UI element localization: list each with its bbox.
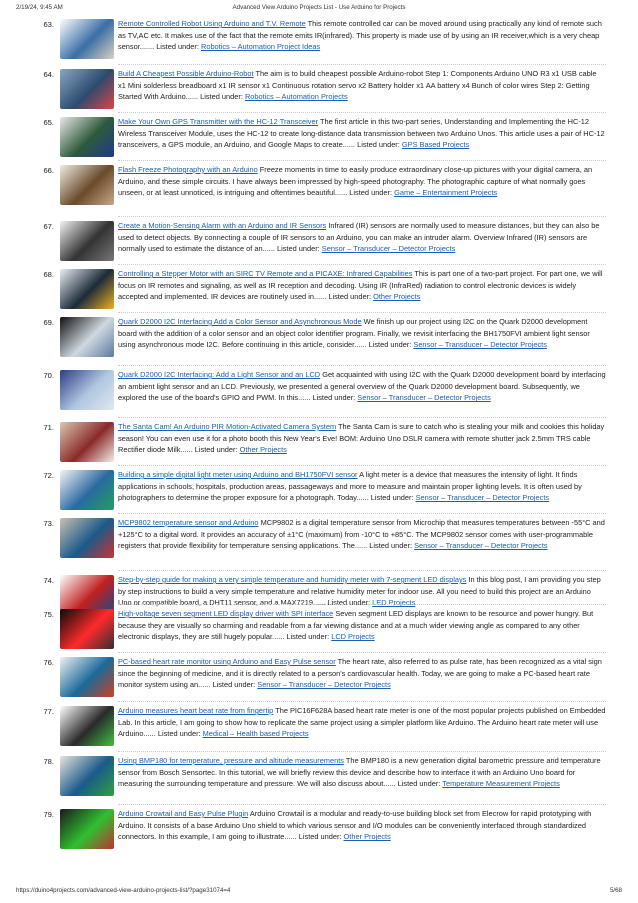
item-separator — [118, 365, 606, 366]
item-separator — [118, 804, 606, 805]
item-separator — [118, 701, 606, 702]
item-description: The first article in this two-part series, Understanding and Implementing the HC-12 Wireless Transceiver Module, uses the HC-12 to create long-distance data transmission between two Arduino Unos. This article uses a pair of HC-12 transceivers, a GPS module, an Arduino, and Google Maps to create...... Listed under: — [118, 117, 605, 150]
print-url: https://duino4projects.com/advanced-view-arduino-projects-list/?page31074=4 — [16, 887, 231, 894]
flash-photography-thumbnail[interactable] — [60, 165, 114, 205]
item-number: 78. — [43, 757, 54, 766]
item-description: Infrared (IR) sensors are normally used to measure distances, but they can also be used to detect objects. By connecting a couple of IR sensors to an Arduino, you can make an intruder alarm. Overview Infrared (IR) sensors are normally used to estimate the distance of an...... Listed under: — [118, 221, 600, 254]
item-category-link[interactable]: Sensor – Transducer – Detector Projects — [413, 340, 547, 350]
item-title-link[interactable]: Quark D2000 I2C Interfacing: Add a Light Sensor and an LCD — [118, 370, 321, 379]
item-title-link[interactable]: Controlling a Stepper Motor with an SIRC TV Remote and a PICAXE: Infrared Capabilities — [118, 269, 413, 278]
item-number: 63. — [43, 20, 54, 29]
robot-car-thumbnail[interactable] — [60, 19, 114, 59]
item-description: The BMP180 is a new generation digital barometric pressure and temperature sensor from Bosch Sensortec. In this tutorial, we will briefly review this device and describe how to interface it with an Arduino Uno board for measuring the surrounding temperature and pressure. We will also discuss about...... Listed under: — [118, 756, 601, 789]
item-category-link[interactable]: Medical – Health based Projects — [202, 729, 309, 739]
santa-cam-thumbnail[interactable] — [60, 422, 114, 462]
light-sensor-lcd-thumbnail[interactable] — [60, 370, 114, 410]
item-text — [118, 705, 606, 740]
item-category-link[interactable]: Sensor – Transducer – Detector Projects — [414, 541, 548, 551]
item-title-link[interactable]: Remote Controlled Robot Using Arduino and T.V. Remote — [118, 19, 306, 28]
item-number: 67. — [43, 222, 54, 231]
item-number: 73. — [43, 519, 54, 528]
item-title-link[interactable]: MCP9802 temperature sensor and Arduino — [118, 518, 259, 527]
item-category-link[interactable]: Sensor – Transducer – Detector Projects — [357, 393, 491, 403]
item-separator — [118, 604, 606, 605]
mcp9802-thumbnail[interactable] — [60, 518, 114, 558]
color-sensor-thumbnail[interactable] — [60, 317, 114, 357]
stepper-remote-thumbnail[interactable] — [60, 269, 114, 309]
item-number: 74. — [43, 576, 54, 585]
item-category-link[interactable]: Temperature Measurement Projects — [442, 779, 560, 789]
item-text — [118, 755, 606, 790]
item-category-link[interactable]: LCD Projects — [331, 632, 375, 642]
item-description: This is part one of a two-part project. For part one, we will focus on IR remotes and signaling, as well as IR reception and decoding. Using IR (InfraRed) radiation to control electronic devices is widely accepted and implemented. IR devices are routinely used in...... Listed under: — [118, 269, 603, 302]
item-separator — [118, 112, 606, 113]
item-number: 75. — [43, 610, 54, 619]
item-description: The heart rate, also referred to as pulse rate, has been recognized as a vital sign since the beginning of medicine, and it is directly related to a person's cardiovascular health. Today, we are going to make a PC-based heart rate monitor system using an...... Listed under: — [118, 657, 602, 690]
item-text — [118, 68, 606, 103]
item-text — [118, 316, 606, 351]
item-text — [118, 116, 606, 151]
item-title-link[interactable]: Step-by-step guide for making a very simple temperature and humidity meter with 7-segment LED displays — [118, 575, 467, 584]
item-description: MCP9802 is a digital temperature sensor from Microchip that measures temperatures between -55°C and +125°C to a digital word. It provides an accuracy of ±1°C (maximum) from -10°C to +85°C. The MCP9802 sensor comes with user-programmable registers that provide flexibility for temperature sensing applications. The...... Listed under: — [118, 518, 605, 551]
item-number: 70. — [43, 371, 54, 380]
item-separator — [118, 264, 606, 265]
item-description: Freeze moments in time to easily produce extraordinary close-up pictures with your digital camera, an Arduino, and these simple circuits. I have always been impressed by high-speed photography. The photographic capture of what normally goes unseen, or at least unnoticed, is intriguing and oftentimes beautiful...... Listed under: — [118, 165, 593, 198]
item-text — [118, 369, 606, 404]
item-title-link[interactable]: The Santa Cam! An Arduino PIR Motion-Activated Camera System — [118, 422, 337, 431]
item-title-link[interactable]: Create a Motion-Sensing Alarm with an Arduino and IR Sensors — [118, 221, 327, 230]
item-category-link[interactable]: Sensor – Transducer – Detector Projects — [415, 493, 550, 503]
ir-alarm-thumbnail[interactable] — [60, 221, 114, 261]
item-text — [118, 164, 606, 199]
item-title-link[interactable]: Flash Freeze Photography with an Arduino — [118, 165, 258, 174]
item-number: 77. — [43, 707, 54, 716]
print-page-title: Advanced View Arduino Projects List - Use Arduino for Projects — [232, 4, 406, 11]
item-category-link[interactable]: Sensor – Transducer – Detector Projects — [321, 244, 456, 254]
item-number: 79. — [43, 810, 54, 819]
item-title-link[interactable]: Arduino measures heart beat rate from fingertip — [118, 706, 274, 715]
item-category-link[interactable]: Sensor – Transducer – Detector Projects — [257, 680, 391, 690]
item-category-link[interactable]: Other Projects — [373, 292, 421, 302]
item-text — [118, 608, 606, 643]
item-number: 71. — [43, 423, 54, 432]
item-title-link[interactable]: Quark D2000 I2C Interfacing Add a Color Sensor and Asynchronous Mode — [118, 317, 362, 326]
item-description: Seven segment LED displays are known to be resource and power hungry. But because they are visually so charming and readable from a far viewing distance and at a much wider viewing angle as compared to any other electronic displays, they are still hugely popular...... Listed under: — [118, 609, 594, 642]
item-title-link[interactable]: Arduino Crowtail and Easy Pulse Plugin — [118, 809, 249, 818]
item-text — [118, 517, 606, 552]
item-number: 68. — [43, 270, 54, 279]
item-text — [118, 268, 606, 303]
item-title-link[interactable]: Build A Cheapest Possible Arduino-Robot — [118, 69, 254, 78]
item-category-link[interactable]: Other Projects — [239, 445, 287, 455]
item-category-link[interactable]: Robotics – Automation Projects — [244, 92, 348, 102]
item-description: In this blog post, I am providing you step by step instructions to build a very simple temperature and relative humidity meter for indoor use. All you need to build this project are an Arduino Uno or compatible board, a DHT11 sensor, and a MAX7219...... Listed under: — [118, 575, 601, 608]
item-description: The PIC16F628A based heart rate meter is one of the most popular projects published on Embedded Lab. In this article, I am going to show how to replicate the same project using a simpler platform like Arduino. The Arduino heart rate meter will use Arduino...... Listed under: — [118, 706, 606, 739]
print-footer — [16, 887, 622, 897]
item-description: Get acquainted with using I2C with the Quark D2000 development board by interfacing an ambient light sensor and an LCD. Previously, we presented a general overview of the Quark D2000 development board. Subsequently, we explored the use of the board's GPIO and PWM. In this...... Listed under: — [118, 370, 606, 403]
item-separator — [118, 570, 606, 571]
item-description: The Santa Cam is sure to catch who is stealing your milk and cookies this holiday season! You can even use it for a photo booth this New Year's Eve! BOM: Arduino Uno DSLR camera with remote shutter jack 2.5mm TRS cable Rectifier diode Milk...... Listed under: — [118, 422, 605, 455]
item-separator — [118, 513, 606, 514]
item-description: This remote controlled car can be moved around using practically any kind of remote such as TV,AC etc. It makes use of the fact that the remote emits IR(infrared). This property is made use of by using an IR receiver,which is a very cheap sensor....... Listed under: — [118, 19, 602, 52]
item-description: Arduino Crowtail is a modular and ready-to-use building block set from Elecrow for rapid prototyping with Arduino. It consists of a base Arduino Uno shield to which various sensor and I/O modules can be conveniently interfaced through standardized connectors. In this example, I am going to illustrate...... Listed under: — [118, 809, 592, 842]
item-description: We finish up our project using I2C on the Quark D2000 development board with the addition of a color sensor and an object color identifier program. Finally, we revisit interfacing the BH1750FVI ambient light sensor using asynchronous mode I2C. Before continuing in this article, consider...... Listed under: — [118, 317, 590, 350]
item-separator — [118, 216, 606, 217]
item-number: 65. — [43, 118, 54, 127]
item-number: 76. — [43, 658, 54, 667]
print-datetime: 2/19/24, 9:45 AM — [16, 4, 63, 11]
item-text — [118, 220, 606, 255]
item-title-link[interactable]: High-voltage seven segment LED display driver with SPI interface — [118, 609, 334, 618]
gps-transmitter-thumbnail[interactable] — [60, 117, 114, 157]
item-text — [118, 469, 606, 504]
item-separator — [118, 417, 606, 418]
light-meter-thumbnail[interactable] — [60, 470, 114, 510]
item-number: 69. — [43, 318, 54, 327]
item-separator — [118, 751, 606, 752]
item-category-link[interactable]: Game – Entertainment Projects — [394, 188, 498, 198]
item-description: The aim is to build cheapest possible Arduino-robot Step 1: Components Arduino UNO R3 x1 USB cable x1 Mini solderless breadboard x1 IR sensor x1 Continuous rotation servo x2 Battery holder x1 AA battery x4 Bunch of color wires Step 2: Getting Started With Arduino...... Listed under: — [118, 69, 597, 102]
seven-segment-display-thumbnail[interactable] — [60, 609, 114, 649]
item-text — [118, 18, 606, 53]
bmp180-thumbnail[interactable] — [60, 756, 114, 796]
arduino-robot-thumbnail[interactable] — [60, 69, 114, 109]
item-title-link[interactable]: Building a simple digital light meter using Arduino and BH1750FVI sensor — [118, 470, 358, 479]
item-separator — [118, 652, 606, 653]
item-category-link[interactable]: LED Projects — [372, 598, 416, 608]
item-separator — [118, 465, 606, 466]
item-number: 64. — [43, 70, 54, 79]
item-category-link[interactable]: GPS Based Projects — [401, 140, 470, 150]
item-title-link[interactable]: PC-based heart rate monitor using Arduino and Easy Pulse sensor — [118, 657, 336, 666]
item-number: 66. — [43, 166, 54, 175]
print-page-number: 5/68 — [609, 887, 622, 894]
fingertip-heartbeat-thumbnail[interactable] — [60, 706, 114, 746]
item-separator — [118, 64, 606, 65]
item-text — [118, 808, 606, 843]
item-title-link[interactable]: Make Your Own GPS Transmitter with the HC-12 Transceiver — [118, 117, 319, 126]
item-text — [118, 656, 606, 691]
item-number: 72. — [43, 471, 54, 480]
item-title-link[interactable]: Using BMP180 for temperature, pressure and altitude measurements — [118, 756, 344, 765]
heart-rate-monitor-thumbnail[interactable] — [60, 657, 114, 697]
item-separator — [118, 160, 606, 161]
item-text — [118, 421, 606, 456]
print-header — [16, 4, 622, 16]
item-category-link[interactable]: Other Projects — [343, 832, 391, 842]
item-description: A light meter is a device that measures the intensity of light. It finds applications in schools, hospitals, production areas, passageways and more to measure and maintain proper lighting levels. It is often used by photographers to determine the proper exposure for a photograph. Today...... Listed under: — [118, 470, 582, 503]
item-category-link[interactable]: Robotics – Automation Project Ideas — [201, 42, 321, 52]
crowtail-thumbnail[interactable] — [60, 809, 114, 849]
item-separator — [118, 312, 606, 313]
